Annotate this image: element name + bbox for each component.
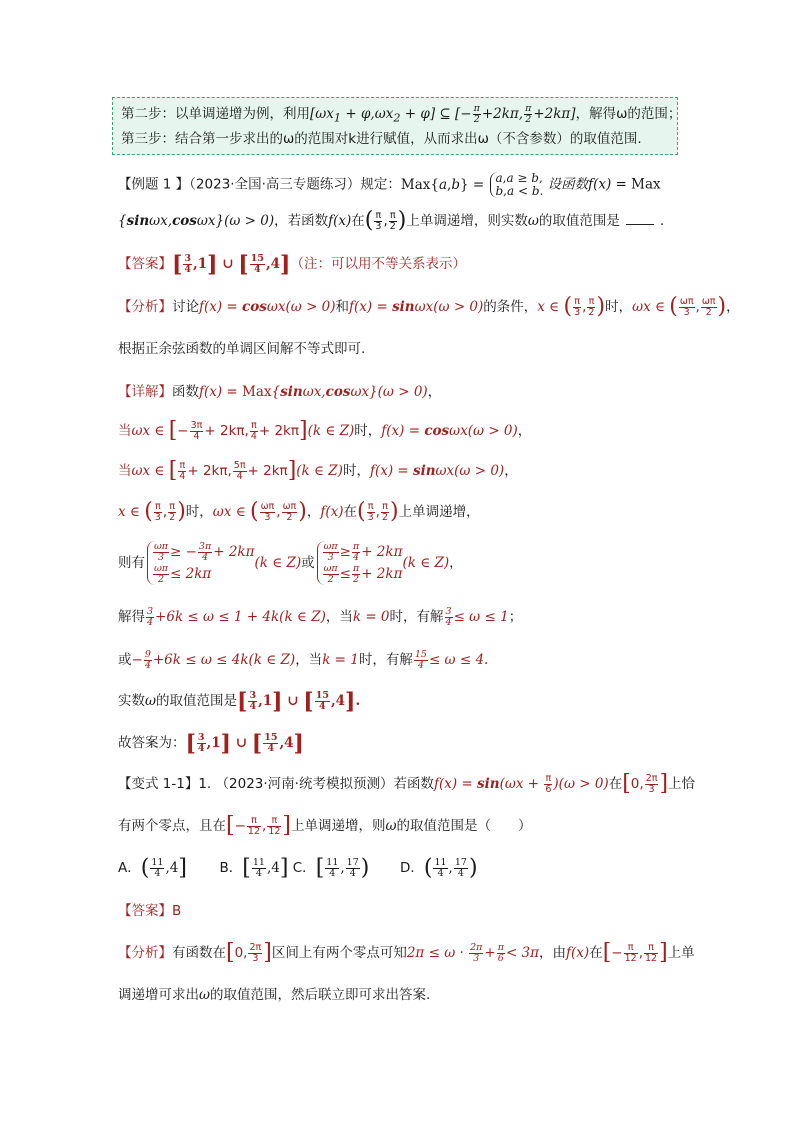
detail-line-1: 【详解】函数f(x) = Max{sinωx,cosωx}(ω > 0)， bbox=[118, 384, 442, 400]
system-1: $\frac{\omega\pi}{3}$ ≥ − $\frac{3\pi}{4}$ + 2kπ $\frac{\omega\pi}{2}$ ≤ 2kπ bbox=[147, 541, 254, 585]
option-c[interactable]: C．[ $\frac{11}{4}$ , $\frac{17}{4}$ ) bbox=[292, 855, 370, 881]
answer-blank bbox=[626, 210, 654, 225]
steps-box bbox=[112, 97, 682, 155]
variant-options bbox=[118, 857, 478, 880]
answer2-line: 【答案】B bbox=[118, 903, 182, 919]
variant-line-1: 【变式 1-1】1. （2023·河南·统考模拟预测）若函数f(x) = sin(ωx + $\frac{\pi}{6}$ )(ω > 0)在[0, $\frac{2\pi}{3}$ ]上恰 bbox=[118, 771, 696, 796]
step2-math: $[\omega x_1 + \varphi,\omega x_2 + \varphi]$ ⊆ [− $\frac{\pi}{2}$ +2kπ, $\frac{\pi}{2}$ +2kπ] bbox=[310, 103, 576, 125]
step3-line: 第三步：结合第一步求出的ω的范围对k进行赋值，从而求出ω（不含参数）的取值范围. bbox=[121, 131, 642, 147]
variant-line-2: 有两个零点，且在[− $\frac{\pi}{12}$ , $\frac{\pi}{12}$ ]上单调递增，则ω的取值范围是（ ） bbox=[118, 813, 532, 838]
analysis2-line-1: 【分析】有函数在[0, $\frac{2\pi}{3}$ ]区间上有两个零点可知2π ≤ ω · $\frac{2\pi}{3}$ + $\frac{\pi}{6}$ < 3π，由f(x)在[− $\frac{\pi}{12}$ , $\frac{\pi}{12}$ ]上单 bbox=[118, 940, 695, 965]
example-line-2: {sinωx,cosωx}(ω > 0)，若函数f(x)在( $\frac{\pi}{3}$ , $\frac{\pi}{2}$ )上单调递增，则实数ω的取值范围是 . bbox=[118, 208, 665, 233]
option-b[interactable]: B．[ $\frac{11}{4}$ ,4] bbox=[219, 855, 289, 881]
detail-line-9: 故答案为：[ $\frac{3}{4}$ ,1] ∪ [ $\frac{15}{4}$ ,4] bbox=[118, 730, 304, 757]
analysis-line-2: 根据正余弦函数的单调区间解不等式即可. bbox=[118, 341, 366, 357]
analysis-line-1: 【分析】讨论f(x) = cosωx(ω > 0)和f(x) = sinωx(ω > 0)的条件，x ∈ ( $\frac{\pi}{3}$ , $\frac{\pi}{2}$ )时，ωx ∈ ( $\frac{\omega\pi}{3}$ , $\frac{\omega\pi}{2}$ )， bbox=[118, 294, 740, 319]
max-definition: Max{a,b} = a,a ≥ b, b,a < b. bbox=[400, 171, 544, 198]
detail-line-2: 当ωx ∈ [− $\frac{3\pi}{4}$ + 2kπ, $\frac{\pi}{4}$ + 2kπ](k ∈ Z)时，f(x) = cosωx(ω > 0)， bbox=[118, 418, 532, 443]
detail-line-3: 当ωx ∈ [ $\frac{\pi}{4}$ + 2kπ, $\frac{5\pi}{4}$ + 2kπ](k ∈ Z)时，f(x) = sinωx(ω > 0)， bbox=[118, 458, 518, 483]
detail-line-6: 解得 $\frac{3}{4}$ +6k ≤ ω ≤ 1 + 4k(k ∈ Z)，当k = 0时，有解 $\frac{3}{4}$ ≤ ω ≤ 1； bbox=[118, 606, 523, 628]
system-2: $\frac{\omega\pi}{3}$ ≥ $\frac{\pi}{4}$ + 2kπ $\frac{\omega\pi}{2}$ ≤ $\frac{\pi}{2}$ + 2kπ bbox=[317, 541, 403, 585]
detail-line-8: 实数ω的取值范围是[ $\frac{3}{4}$ ,1] ∪ [ $\frac{15}{4}$ ,4]. bbox=[118, 688, 361, 715]
answer-line: 【答案】[ $\frac{3}{4}$ ,1] ∪ [ $\frac{15}{4}$ ,4]（注：可以用不等关系表示） bbox=[118, 251, 466, 278]
analysis2-line-2: 调递增可求出ω的取值范围，然后联立即可求出答案. bbox=[118, 987, 431, 1003]
option-d[interactable]: D．( $\frac{11}{4}$ , $\frac{17}{4}$ ) bbox=[399, 855, 478, 881]
option-a[interactable]: A．( $\frac{11}{4}$ ,4] bbox=[118, 855, 187, 881]
detail-line-5: 则有 $\frac{\omega\pi}{3}$ ≥ − $\frac{3\pi}{4}$ + 2kπ $\frac{\omega\pi}{2}$ ≤ 2kπ (k ∈ Z)或 $\frac{\omega\pi}{3}$ ≥ $\frac{\pi}{4}$ + 2kπ $\frac{\omega\pi}{2}$ ≤ $\frac{\pi}{2}$ + 2kπ (k ∈ Z)， bbox=[118, 541, 463, 585]
detail-line-4: x ∈ ( $\frac{\pi}{3}$ , $\frac{\pi}{2}$ )时，ωx ∈ ( $\frac{\omega\pi}{3}$ , $\frac{\omega\pi}{2}$ )，f(x)在( $\frac{\pi}{3}$ , $\frac{\pi}{2}$ )上单调递增， bbox=[118, 499, 480, 524]
detail-line-7: 或− $\frac{9}{4}$ +6k ≤ ω ≤ 4k(k ∈ Z)，当k = 1时，有解 $\frac{15}{4}$ ≤ ω ≤ 4. bbox=[118, 649, 489, 671]
example-line-1: 【例题 1 】（2023·全国·高三专题练习）规定：Max{a,b} = a,a ≥ b, b,a < b. 设函数f(x) = Max bbox=[118, 171, 661, 198]
step2-line: 第二步：以单调递增为例，利用$[\omega x_1 + \varphi,\omega x_2 + \varphi]$ ⊆ [− $\frac{\pi}{2}$ +2kπ, $\frac{\pi}{2}$ +2kπ]，解得ω的范围； bbox=[121, 103, 682, 125]
